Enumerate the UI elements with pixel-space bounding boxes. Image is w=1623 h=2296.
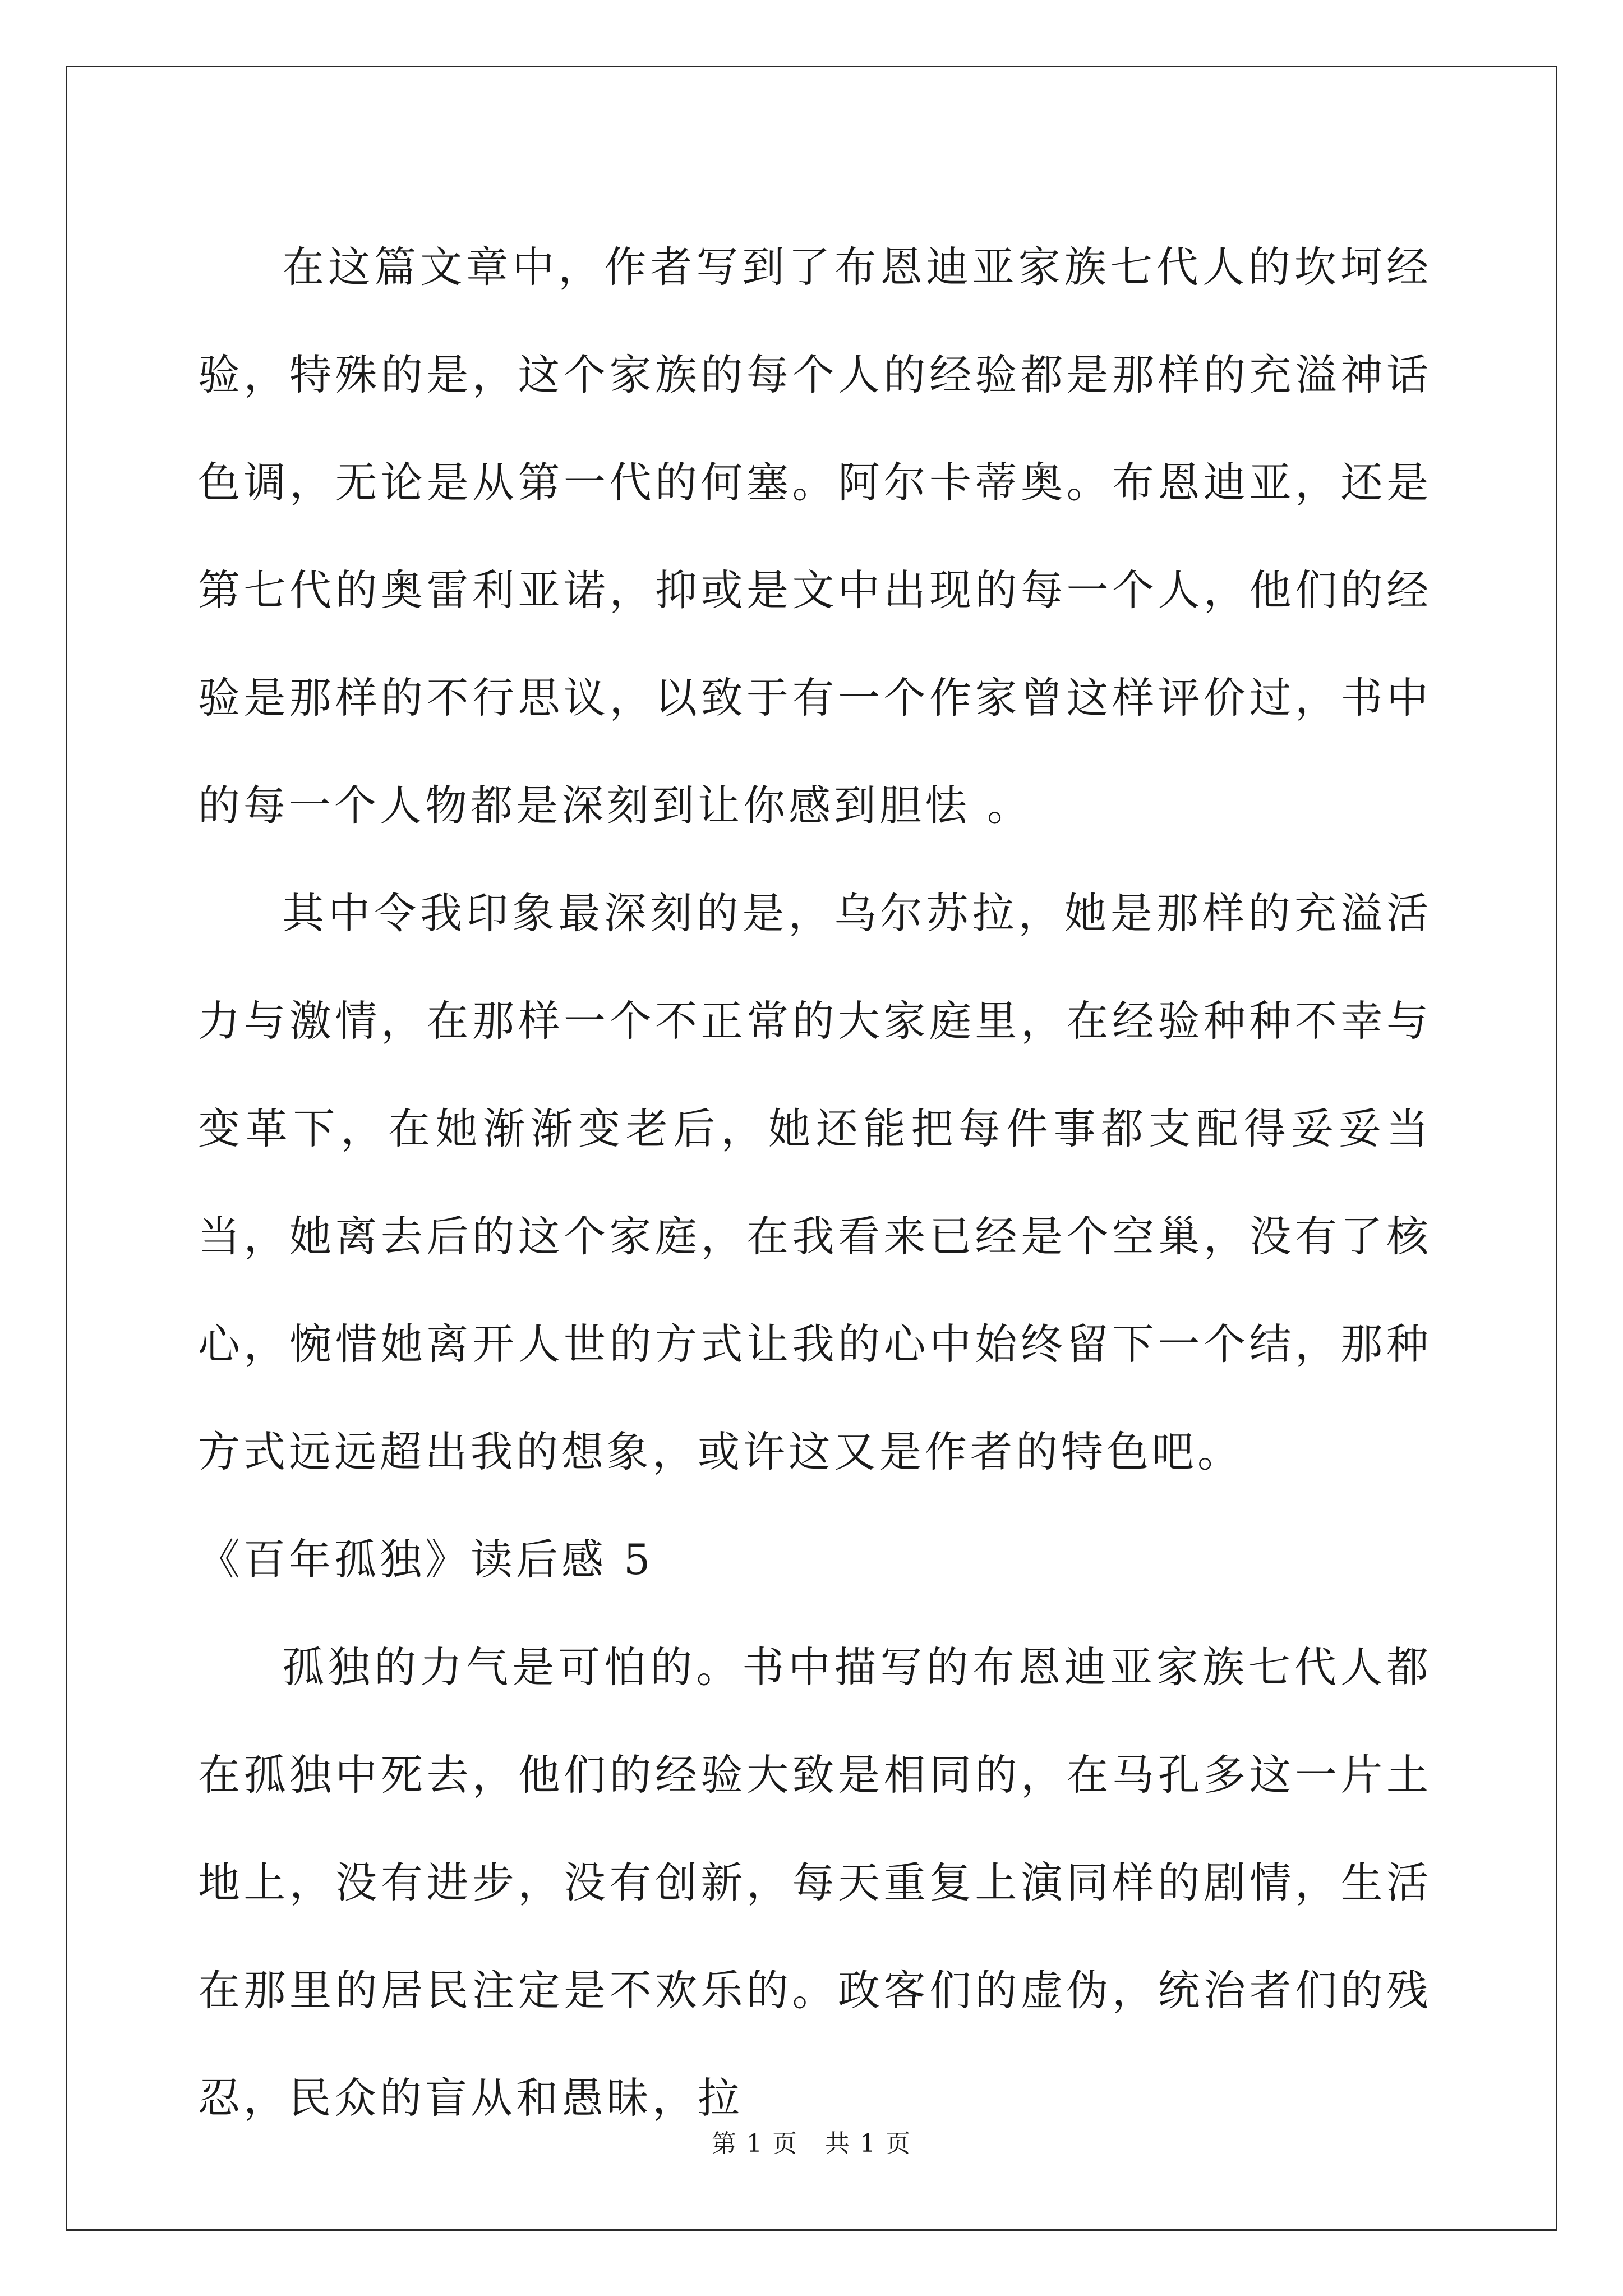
paragraph-3: 孤独的力气是可怕的。书中描写的布恩迪亚家族七代人都在孤独中死去，他们的经验大致是相同的，在马孔多这一片土地上，没有进步，没有创新，每天重复上演同样的剧情，生活在那里的居民注定是不欢乐的。政客们的虚伪，统治者们的残忍，民众的盲从和愚昧，拉 <box>198 1642 1432 2123</box>
section-heading: 《百年孤独》读后感 5 <box>198 1535 654 1584</box>
paragraph-1: 在这篇文章中，作者写到了布恩迪亚家族七代人的坎坷经验，特殊的是，这个家族的每个人的经验都是那样的充溢神话色调，无论是从第一代的何塞。阿尔卡蒂奥。布恩迪亚，还是第七代的奥雷利亚诺，抑或是文中出现的每一个人，他们的经验是那样的不行思议，以致于有一个作家曾这样评价过，书中的每一个人物都是深刻到让你感到胆怯 。 <box>198 242 1432 830</box>
document-body <box>198 213 1432 2123</box>
page-number-footer: 第 1 页 共 1 页 <box>712 2129 911 2158</box>
paragraph-2: 其中令我印象最深刻的是，乌尔苏拉，她是那样的充溢活力与激情，在那样一个不正常的大家庭里，在经验种种不幸与变革下，在她渐渐变老后，她还能把每件事都支配得妥妥当当，她离去后的这个家庭，在我看来已经是个空巢，没有了核心，惋惜她离开人世的方式让我的心中始终留下一个结，那种方式远远超出我的想象，或许这又是作者的特色吧。 <box>198 889 1432 1476</box>
